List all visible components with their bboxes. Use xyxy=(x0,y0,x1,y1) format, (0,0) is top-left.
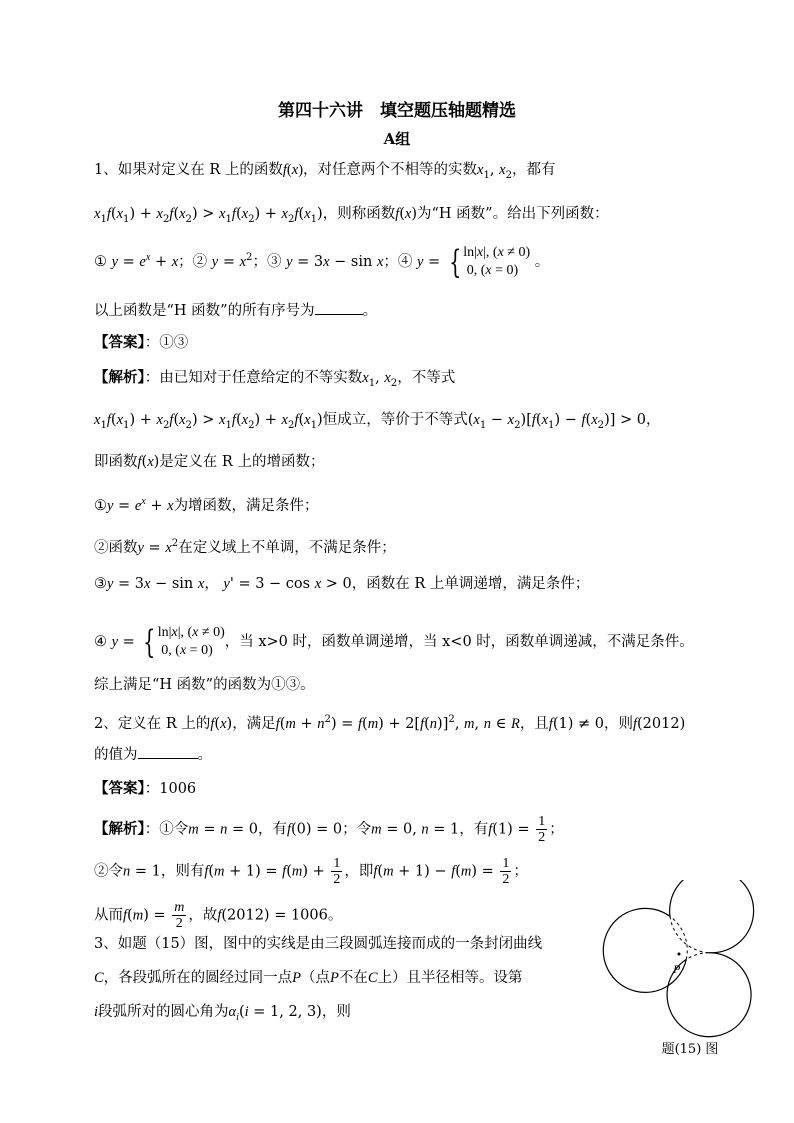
figure-caption: 题(15) 图 xyxy=(661,1042,719,1057)
q1-analysis-4: ①y = $e^x + x$为增函数，满足条件； xyxy=(94,496,319,514)
q2-line-2: 的值为 。 xyxy=(94,744,212,765)
q3-line-1: 3、如题（15）图，图中的实线是由三段圆弧连接而成的一条封闭曲线 xyxy=(94,936,543,952)
arc-right xyxy=(670,880,754,953)
dashed-arc-bottom xyxy=(686,953,709,960)
q2-line-1: 2、定义在 R 上的f(x)，满足$f(m + n^2) = f(m) + 2[f(n)]^2$, m, n ∈ R，且f(1) ≠ 0，则f(2012) xyxy=(94,714,686,732)
q3-line-3: i段弧所对的圆心角为$\alpha_i(i = 1$, 2, 3)，则 xyxy=(94,1004,351,1023)
q1-analysis-1: 【解析】：由已知对于任意给定的不等实数$x_1$, $x_2$，不等式 xyxy=(94,369,456,389)
q1-function-list: ① $y = e^x + x$；② $y = x^2$；③ y = 3x − sin x；④ y = { ln|x|, (x ≠ 0) 0, (x = 0) 。 xyxy=(94,243,550,281)
group-heading: A组 xyxy=(383,130,411,148)
q1-analysis-7: ④ y = { ln|x|, (x ≠ 0) 0, (x = 0) ，当 x>0 时，函数单调递增，当 x<0 时，函数单调递减，不满足条件。 xyxy=(94,623,694,661)
q1-answer: 【答案】：①③ xyxy=(94,334,189,351)
q1-analysis-8: 综上满足“H 函数”的函数为①③。 xyxy=(94,677,315,693)
q2-analysis-1: 【解析】：①令m = n = 0，有f(0) = 0；令m = 0, n = 1，有f(1) = $\frac{1}{2}$ ； xyxy=(94,814,564,845)
q2-answer: 【答案】：1006 xyxy=(94,780,197,797)
page-title: 第四十六讲 填空题压轴题精选 xyxy=(278,101,516,121)
q2-analysis-3: 从而f(m) = $\frac{m}{2}$ ，故f(2012) = 1006。 xyxy=(94,900,343,931)
point-p-dot xyxy=(678,953,681,956)
q1-analysis-3: 即函数f(x)是定义在 R 上的增函数； xyxy=(94,454,325,470)
point-p-label: P xyxy=(673,962,681,976)
q1-analysis-2: $x_1f(x_1) + x_2f(x_2) > x_1f(x_2) + x_2f(x_1)$恒成立，等价于不等式$(x_1 - x_2)[f(x_1) - f(x_2)] > 0$， xyxy=(94,412,661,431)
q1-line-1: 1、如果对定义在 R 上的函数f(x)，对任意两个不相等的实数$x_1$, $x_2$，都有 xyxy=(94,162,556,181)
arc-left xyxy=(603,908,686,992)
dashed-arc-right xyxy=(670,916,709,952)
q1-analysis-5: ②函数$y = x^2$在定义域上不单调，不满足条件； xyxy=(94,538,396,556)
q3-line-2: C，各段弧所在的圆经过同一点P（点P不在C上）且半径相等。设第 xyxy=(94,970,523,986)
three-circles-figure xyxy=(600,880,780,1060)
q1-analysis-6: ③y = 3x − sin x， y' = 3 − cos x > 0，函数在 R 上单调递增，满足条件； xyxy=(94,576,590,592)
q1-line-3: 以上函数是“H 函数”的所有序号为 。 xyxy=(94,300,377,321)
q1-line-2: $x_1f(x_1) + x_2f(x_2) > x_1f(x_2) + x_2f(x_1)$，则称函数f(x)为“H 函数”。给出下列函数： xyxy=(94,206,609,225)
q2-analysis-2: ②令n = 1，则有f(m + 1) = f(m) + $\frac{1}{2}$ ，即f(m + 1) − f(m) = $\frac{1}{2}$ ； xyxy=(94,856,528,887)
